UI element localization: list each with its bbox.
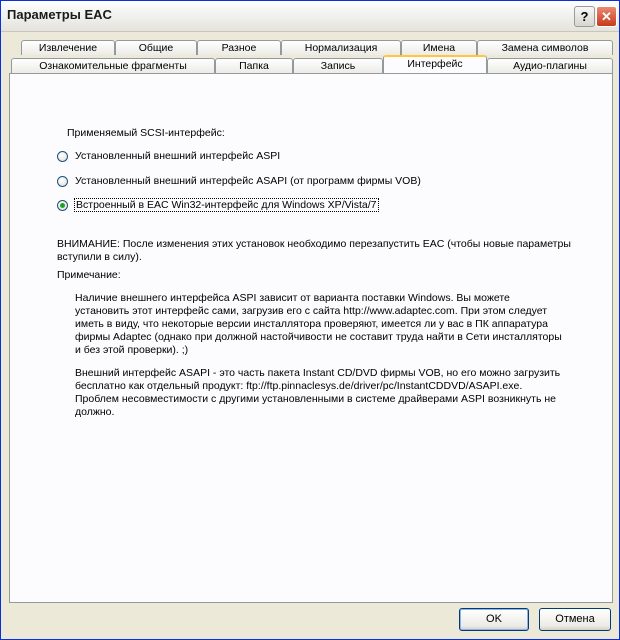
radio-asapi-option[interactable] (57, 173, 421, 189)
radio-win32-label[interactable]: Встроенный в EAC Win32-интерфейс для Windows XP/Vista/7 (76, 199, 377, 211)
tab-folder[interactable] (215, 58, 293, 73)
tab-audio-plugins[interactable] (487, 58, 613, 73)
radio-aspi[interactable] (57, 151, 68, 162)
tab-label: Разное (221, 42, 257, 54)
scsi-group-label: Применяемый SCSI-интерфейс: (67, 127, 225, 139)
radio-aspi-label[interactable]: Установленный внешний интерфейс ASPI (75, 150, 281, 162)
tab-label: Извлечение (38, 42, 98, 54)
ok-button[interactable]: OK (459, 608, 529, 631)
cancel-button[interactable]: Отмена (539, 608, 611, 631)
note-aspi: Наличие внешнего интерфейса ASPI зависит от варианта поставки Windows. Вы можете установить этот интерфейс сами, загрузив его с сайта http://www.adaptec.com. При этом следует иметь в виду, что некоторые версии инсталлятора проверяют, имеется ли у вас в ПК аппаратура фирмы Adaptec (однако при должной настойчивости не составит труда найти в Сети инсталляторы и без этой проверки). ;) (75, 292, 562, 356)
restart-warning: ВНИМАНИЕ: После изменения этих установок необходимо перезапустить EAC (чтобы новые параметры вступили в силу). (57, 238, 571, 263)
help-button[interactable] (574, 6, 595, 27)
tab-label: Запись (320, 60, 356, 72)
tab-interface[interactable] (383, 55, 487, 73)
tab-label: Имена (422, 42, 456, 54)
tab-label: Ознакомительные фрагменты (39, 60, 187, 72)
tab-label: Общие (138, 42, 174, 54)
tab-general[interactable] (115, 40, 197, 55)
close-icon: ✕ (601, 9, 612, 24)
question-icon: ? (580, 9, 589, 24)
tab-label: Аудио-плагины (513, 60, 587, 72)
note-asapi: Внешний интерфейс ASAPI - это часть пакета Instant CD/DVD фирмы VOB, но его можно загрузить бесплатно как отдельный продукт: ftp://ftp.pinnaclesys.de/driver/pc/InstantCDDVD/ASAPI.exe. Проблем несовместимости с другими установленными в системе драйверами ASPI возникнуть не должно. (75, 367, 561, 418)
tab-label: Замена символов (501, 42, 589, 54)
tab-extraction[interactable] (21, 40, 115, 55)
radio-asapi-label[interactable]: Установленный внешний интерфейс ASAPI (от программ фирмы VOB) (75, 175, 421, 187)
window-title: Параметры EAC (7, 7, 112, 22)
title-bar[interactable] (1, 1, 619, 32)
tab-misc[interactable] (197, 40, 281, 55)
radio-win32-option[interactable] (57, 197, 378, 213)
tab-write[interactable] (293, 58, 383, 73)
close-button[interactable] (596, 6, 617, 27)
tab-normalization[interactable] (281, 40, 401, 55)
radio-aspi-option[interactable] (57, 148, 280, 164)
tab-label: Папка (239, 60, 269, 72)
note-label: Примечание: (57, 269, 121, 281)
tab-label: Нормализация (304, 42, 378, 54)
tab-preview-fragments[interactable] (11, 58, 215, 73)
tab-label: Интерфейс (407, 58, 463, 70)
tab-character-replacement[interactable] (477, 40, 613, 55)
radio-asapi[interactable] (57, 176, 68, 187)
radio-win32[interactable] (57, 200, 68, 211)
tab-naming[interactable] (401, 40, 477, 55)
